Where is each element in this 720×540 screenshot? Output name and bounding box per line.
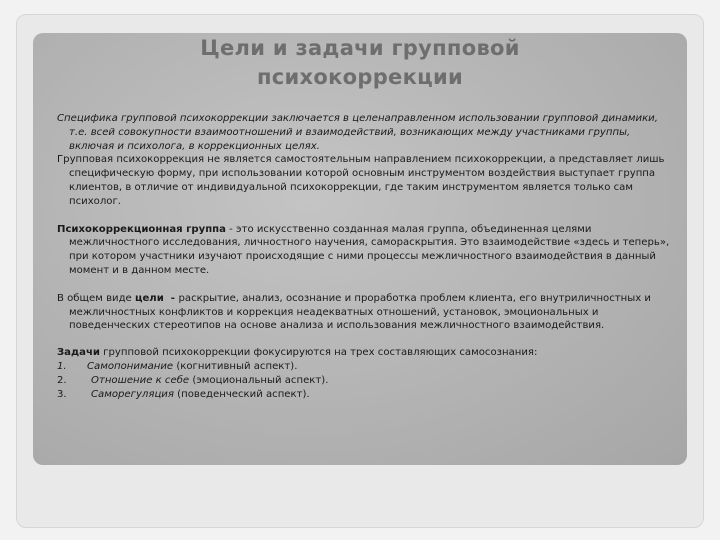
list-term: Саморегуляция xyxy=(91,388,174,400)
paragraph-specifics xyxy=(57,112,677,153)
list-number: 3. xyxy=(57,388,67,400)
list-number: 2. xyxy=(57,374,67,386)
list-number: 1. xyxy=(57,360,67,372)
paragraph-goals xyxy=(57,292,677,333)
list-term: Отношение к себе xyxy=(91,374,190,386)
title-line-1: Цели и задачи групповой xyxy=(200,36,520,60)
list-text: (когнитивный аспект). xyxy=(173,360,298,372)
list-term: Самопонимание xyxy=(87,360,174,372)
text-tasks: групповой психокоррекции фокусируются на трех составляющих самосознания: xyxy=(99,347,538,359)
term-psychocorrection-group: Психокоррекционная группа xyxy=(57,223,226,235)
paragraph-psychocorrection-group xyxy=(57,223,677,278)
text-psychocorrection-group: - это искусственно созданная малая группа, объединенная целями межличностного исследования, личностного научения, самораскрытия. Это взаимодействие «здесь и теперь», при котором участники изучают происходящие с ними процессы межличностного взаимодействия в данный момент и в данном месте. xyxy=(69,223,670,276)
list-item xyxy=(57,374,677,388)
paragraph-group-psychocorrection xyxy=(57,153,677,208)
title-line-2: психокоррекции xyxy=(256,65,464,89)
goals-prefix: В общем виде xyxy=(57,292,135,304)
list-item xyxy=(57,388,677,402)
list-item xyxy=(57,360,677,374)
goals-dash: - xyxy=(163,292,179,304)
paragraph-tasks xyxy=(57,346,677,360)
term-goals: цели xyxy=(134,292,164,304)
text-specifics: заключается в целенаправленном использовании групповой динамики, т.е. всей совокупности взаимоотношений и взаимодействий, возникающих между участниками группы, включая и психолога, в коррекционных целях. xyxy=(69,113,658,152)
list-text: (поведенческий аспект). xyxy=(173,388,310,400)
slide-title xyxy=(33,34,687,92)
text-goals: раскрытие, анализ, осознание и проработка проблем клиента, его внутриличностных и межличностных конфликтов и коррекция неадекватных отношений, установок, эмоциональных и поведенческих стереотипов на основе анализа и использования межличностного взаимодействия. xyxy=(69,292,651,332)
list-text: (эмоциональный аспект). xyxy=(189,374,329,386)
term-tasks: Задачи xyxy=(57,347,100,359)
term-specifics: Специфика групповой психокоррекции xyxy=(57,113,269,124)
slide-body xyxy=(57,112,677,401)
text-group-psychocorrection: Групповая психокоррекция не является самостоятельным направлением психокоррекции, а представляет лишь специфическую форму, при использовании которой основным инструментом воздействия выступает группа клиентов, в отличие от индивидуальной психокоррекции, где таким инструментом является только сам психолог. xyxy=(57,154,665,207)
